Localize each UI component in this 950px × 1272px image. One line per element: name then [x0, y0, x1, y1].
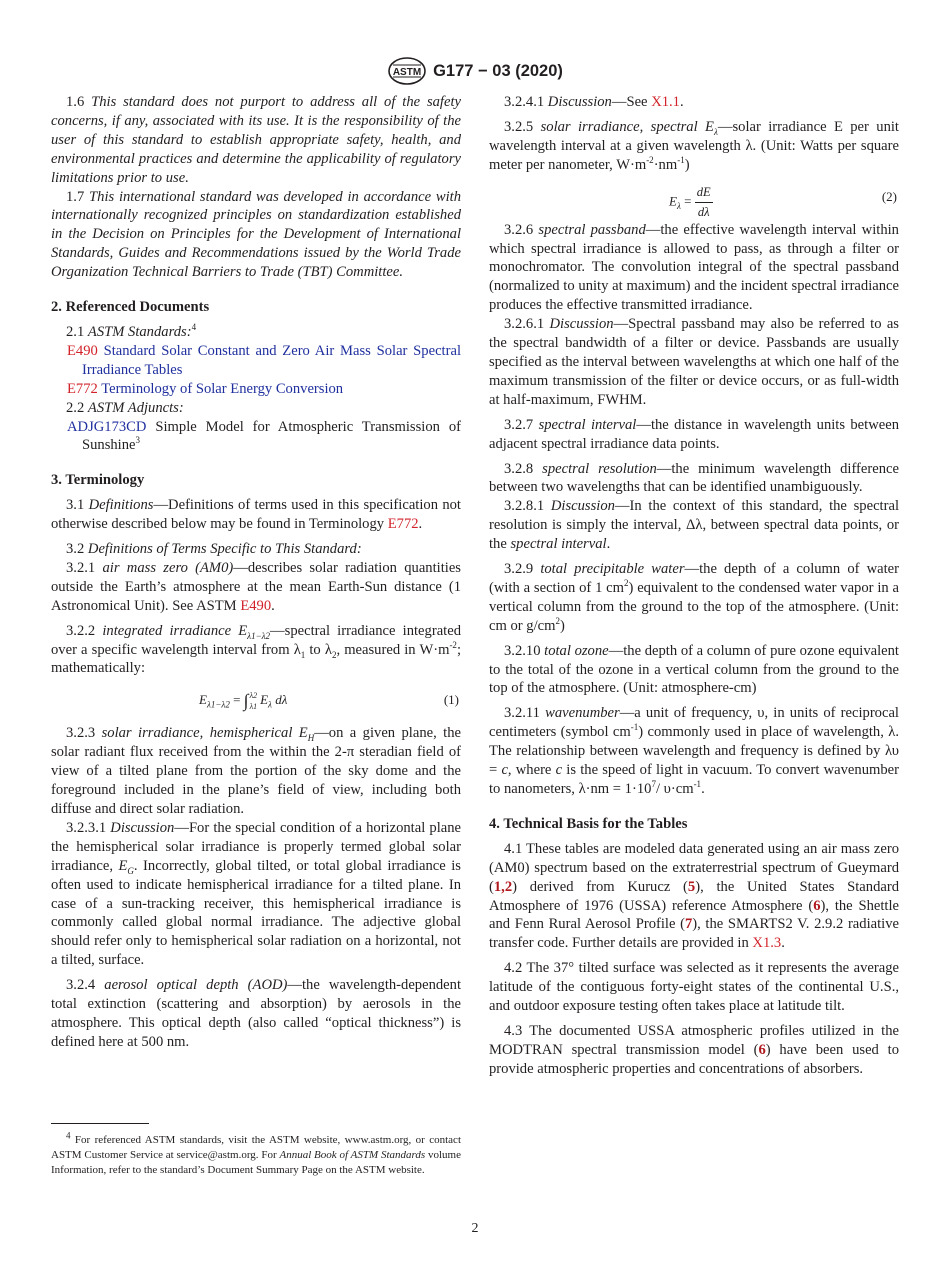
para-3-2-4-1: 3.2.4.1 Discussion—See X1.1. [504, 94, 684, 110]
link-e772-title[interactable]: Terminology of Solar Energy Conversion [101, 380, 344, 397]
ref-link-7[interactable]: 7 [684, 916, 693, 933]
para-3-2-5: 3.2.5 solar irradiance, spectral $E_\lambda—solar$ irradiance E per unit wavelength interval at a given wavelength λ. (Unit: Watts per square meter per nanometer, $W\cdot m^{-2}\cdot nm^{-1}$) [489, 118, 899, 173]
section-4-heading: 4. Technical Basis for the Tables [489, 815, 688, 832]
equation-1-number: (1) [443, 692, 459, 708]
link-adjunct[interactable]: ADJG173CD [67, 418, 147, 435]
equation-1 [51, 682, 461, 720]
equation-2 [489, 179, 899, 217]
para-3-2-9: 3.2.9 total precipitable water—the depth of a column of water (with a section of 1 $cm^2$) equivalent to the condensed water vapor in a vertical column from the ground to the top of the atmosphere. (Unit: cm or $g/cm^2$) [489, 561, 899, 634]
para-3-2-1: 3.2.1 air mass zero (AM0)—describes solar radiation quantities outside the Earth’s atmosphere at the mean Earth-Sun distance (1 Astronomical Unit). See ASTM E490. [51, 559, 461, 614]
para-3-2: 3.2 Definitions of Terms Specific to This Standard: [66, 541, 362, 558]
link-x1-3[interactable]: X1.3 [752, 935, 782, 952]
para-1-7: 1.7 This international standard was developed in accordance with internationally recognized principles on standardization established in the Decision on Principles for the Development of International Standards, Guides and Recommendations issued by the World Trade Organization Technical Barriers to Trade (TBT) Committee. [51, 188, 462, 281]
link-x1-1[interactable]: X1.1 [651, 94, 680, 110]
right-column [489, 93, 899, 1079]
para-4-1: 4.1 These tables are modeled data generated using an air mass zero (AM0) spectrum based on the extraterrestrial spectrum of Gueymard (1,2) derived from Kurucz (5), the United States Standard Atmosphere of 1976 (USSA) reference Atmosphere (6), the Shettle and Fenn Rural Aerosol Profile (7), the SMARTS2 V. 2.9.2 radiative transfer code. Further details are provided in X1.3. [489, 840, 900, 952]
page-header [0, 57, 950, 85]
para-2-2: 2.2 ASTM Adjuncts: [66, 399, 184, 416]
para-3-2-3-1: 3.2.3.1 Discussion—For the special condition of a horizontal plane the hemispherical solar irradiance is properly termed global solar irradiance, $E_G$. Incorrectly, global tilted, or total global irradiance is often used to indicate hemispherical irradiance for a tilted plane. In case of a sun-tracking receiver, this hemispherical irradiance is commonly called global normal irradiance. The adjective global should refer only to hemispherical solar radiation on a horizontal, not a tilted, surface. [51, 819, 462, 969]
footnote-4: $^4$ For referenced ASTM standards, visit the ASTM website, www.astm.org, or contact ASTM Customer Service at service@astm.org. For Annual Book of ASTM Standards volume Information, refer to the standard’s Document Summary Page on the ASTM website. [51, 1130, 461, 1176]
link-e490-title[interactable]: Standard Solar Constant and Zero Air Mass Solar Spectral Irradiance Tables [82, 342, 461, 378]
ref-link-6[interactable]: 6 [813, 897, 821, 914]
ref-link-6b[interactable]: 6 [758, 1041, 766, 1058]
para-3-2-6-1: 3.2.6.1 Discussion—Spectral passband may also be referred to as the spectral bandwidth of a filter or device. Passbands are usually specified as the interval between wavelengths at which one half of the maximum transmission of the filter or device occurs, or as full-width at half-maximum, FWHM. [489, 316, 899, 408]
para-3-1: 3.1 Definitions—Definitions of terms used in this specification not otherwise described below may be found in Terminology E772. [51, 497, 461, 533]
para-3-2-7: 3.2.7 spectral interval—the distance in wavelength units between adjacent spectral irradiance data points. [489, 416, 900, 452]
page-number: 2 [471, 1221, 479, 1236]
ref-link-5[interactable]: 5 [687, 878, 696, 895]
ref-adjunct: ADJG173CD Simple Model for Atmospheric Transmission of Sunshine$^3$ [67, 418, 462, 454]
para-3-2-2: 3.2.2 integrated irradiance $E_{\lambda 1-\lambda 2}—spectral$ irradiance integrated over a specific wavelength interval from $\lambda_1$ to $\lambda_2$, measured in $W\cdot m^{-2}$; mathematically: [51, 622, 461, 677]
equation-2-body: $E_\lambda$ = $\frac{dE}{d\lambda}$ [669, 184, 711, 219]
para-3-2-10: 3.2.10 total ozone—the depth of a column of pure ozone equivalent to the total of the ozone in a vertical column from the ground to the top of the atmosphere. (Unit: atmosphere-cm) [489, 642, 899, 697]
para-3-2-3: 3.2.3 solar irradiance, hemispherical $E_H—on$ a given plane, the solar radiant flux received from the within the 2-π steradian field of view of a tilted plane from the portion of the sky dome and the foreground included in the plane’s field of view, including both diffuse and direct solar radiation. [51, 725, 462, 817]
ref-e772 [51, 380, 461, 399]
link-e772[interactable]: E772 [67, 380, 98, 397]
section-3-heading: 3. Terminology [51, 472, 145, 489]
equation-2-number: (2) [881, 188, 897, 204]
para-4-3: 4.3 The documented USSA atmospheric profiles utilized in the MODTRAN spectral transmission model (6) have been used to provide atmospheric properties and concentrations of absorbers. [489, 1022, 900, 1077]
para-3-2-6: 3.2.6 spectral passband—the effective wavelength interval within which spectral irradiance is allowed to pass, as through a filter or monochromator. The convolution integral of the spectral passband (normalized to unity at maximum) and the incident spectral irradiance produces the effective transmitted irradiance. [489, 221, 899, 314]
ref-link-1-2[interactable]: 1,2 [493, 878, 513, 895]
ref-e490 [51, 342, 461, 380]
para-1-6: 1.6 This standard does not purport to address all of the safety concerns, if any, associated with its use. It is the responsibility of the user of this standard to establish appropriate safety, health, and environmental practices and determine the applicability of regulatory limitations prior to use. [51, 94, 461, 186]
para-4-2: 4.2 The 37° tilted surface was selected as it represents the average latitude of the contiguous forty-eight states of the continental U.S., and outdoor exposure testing often takes place at latitude tilt. [489, 960, 899, 1015]
para-3-2-8: 3.2.8 spectral resolution—the minimum wavelength difference between two wavelengths that can be identified unambiguously. [489, 460, 899, 496]
para-3-2-11: 3.2.11 wavenumber—a unit of frequency, υ, in units of reciprocal centimeters (symbol $cm^{-1}$) commonly used in place of wavelength, λ. The relationship between wavelength and frequency is defined by λυ = c, where c is the speed of light in vacuum. To convert wavenumber to nanometers, $\lambda\cdot nm = 1\cdot 10^7/$ $\upsilon\cdot cm^{-1}$. [489, 705, 899, 797]
left-column [51, 93, 461, 1052]
para-3-2-8-1: 3.2.8.1 Discussion—In the context of this standard, the spectral resolution is simply the interval, Δλ, between spectral data points, or the spectral interval. [489, 498, 899, 553]
link-e490-inline[interactable]: E490 [240, 597, 272, 614]
standard-designation: G177 − 03 (2020) [433, 61, 563, 80]
section-2-heading: 2. Referenced Documents [51, 299, 210, 316]
svg-text:ASTM: ASTM [392, 67, 422, 78]
equation-1-body: $E_{\lambda 1-\lambda 2}$ = ∫ λ2 λ1 $E_\lambda$ dλ [199, 690, 288, 712]
link-e490[interactable]: E490 [67, 342, 98, 359]
para-2-1: 2.1 ASTM Standards:$^4$ [66, 322, 197, 340]
link-e772-inline[interactable]: E772 [387, 516, 419, 533]
astm-logo-icon [387, 57, 427, 85]
para-3-2-4: 3.2.4 aerosol optical depth (AOD)—the wavelength-dependent total extinction (scattering and absorption) by aerosols in the atmosphere. This optical depth (also called “optical thickness”) is defined here at 500 nm. [51, 977, 462, 1050]
footnote-rule [51, 1123, 149, 1124]
